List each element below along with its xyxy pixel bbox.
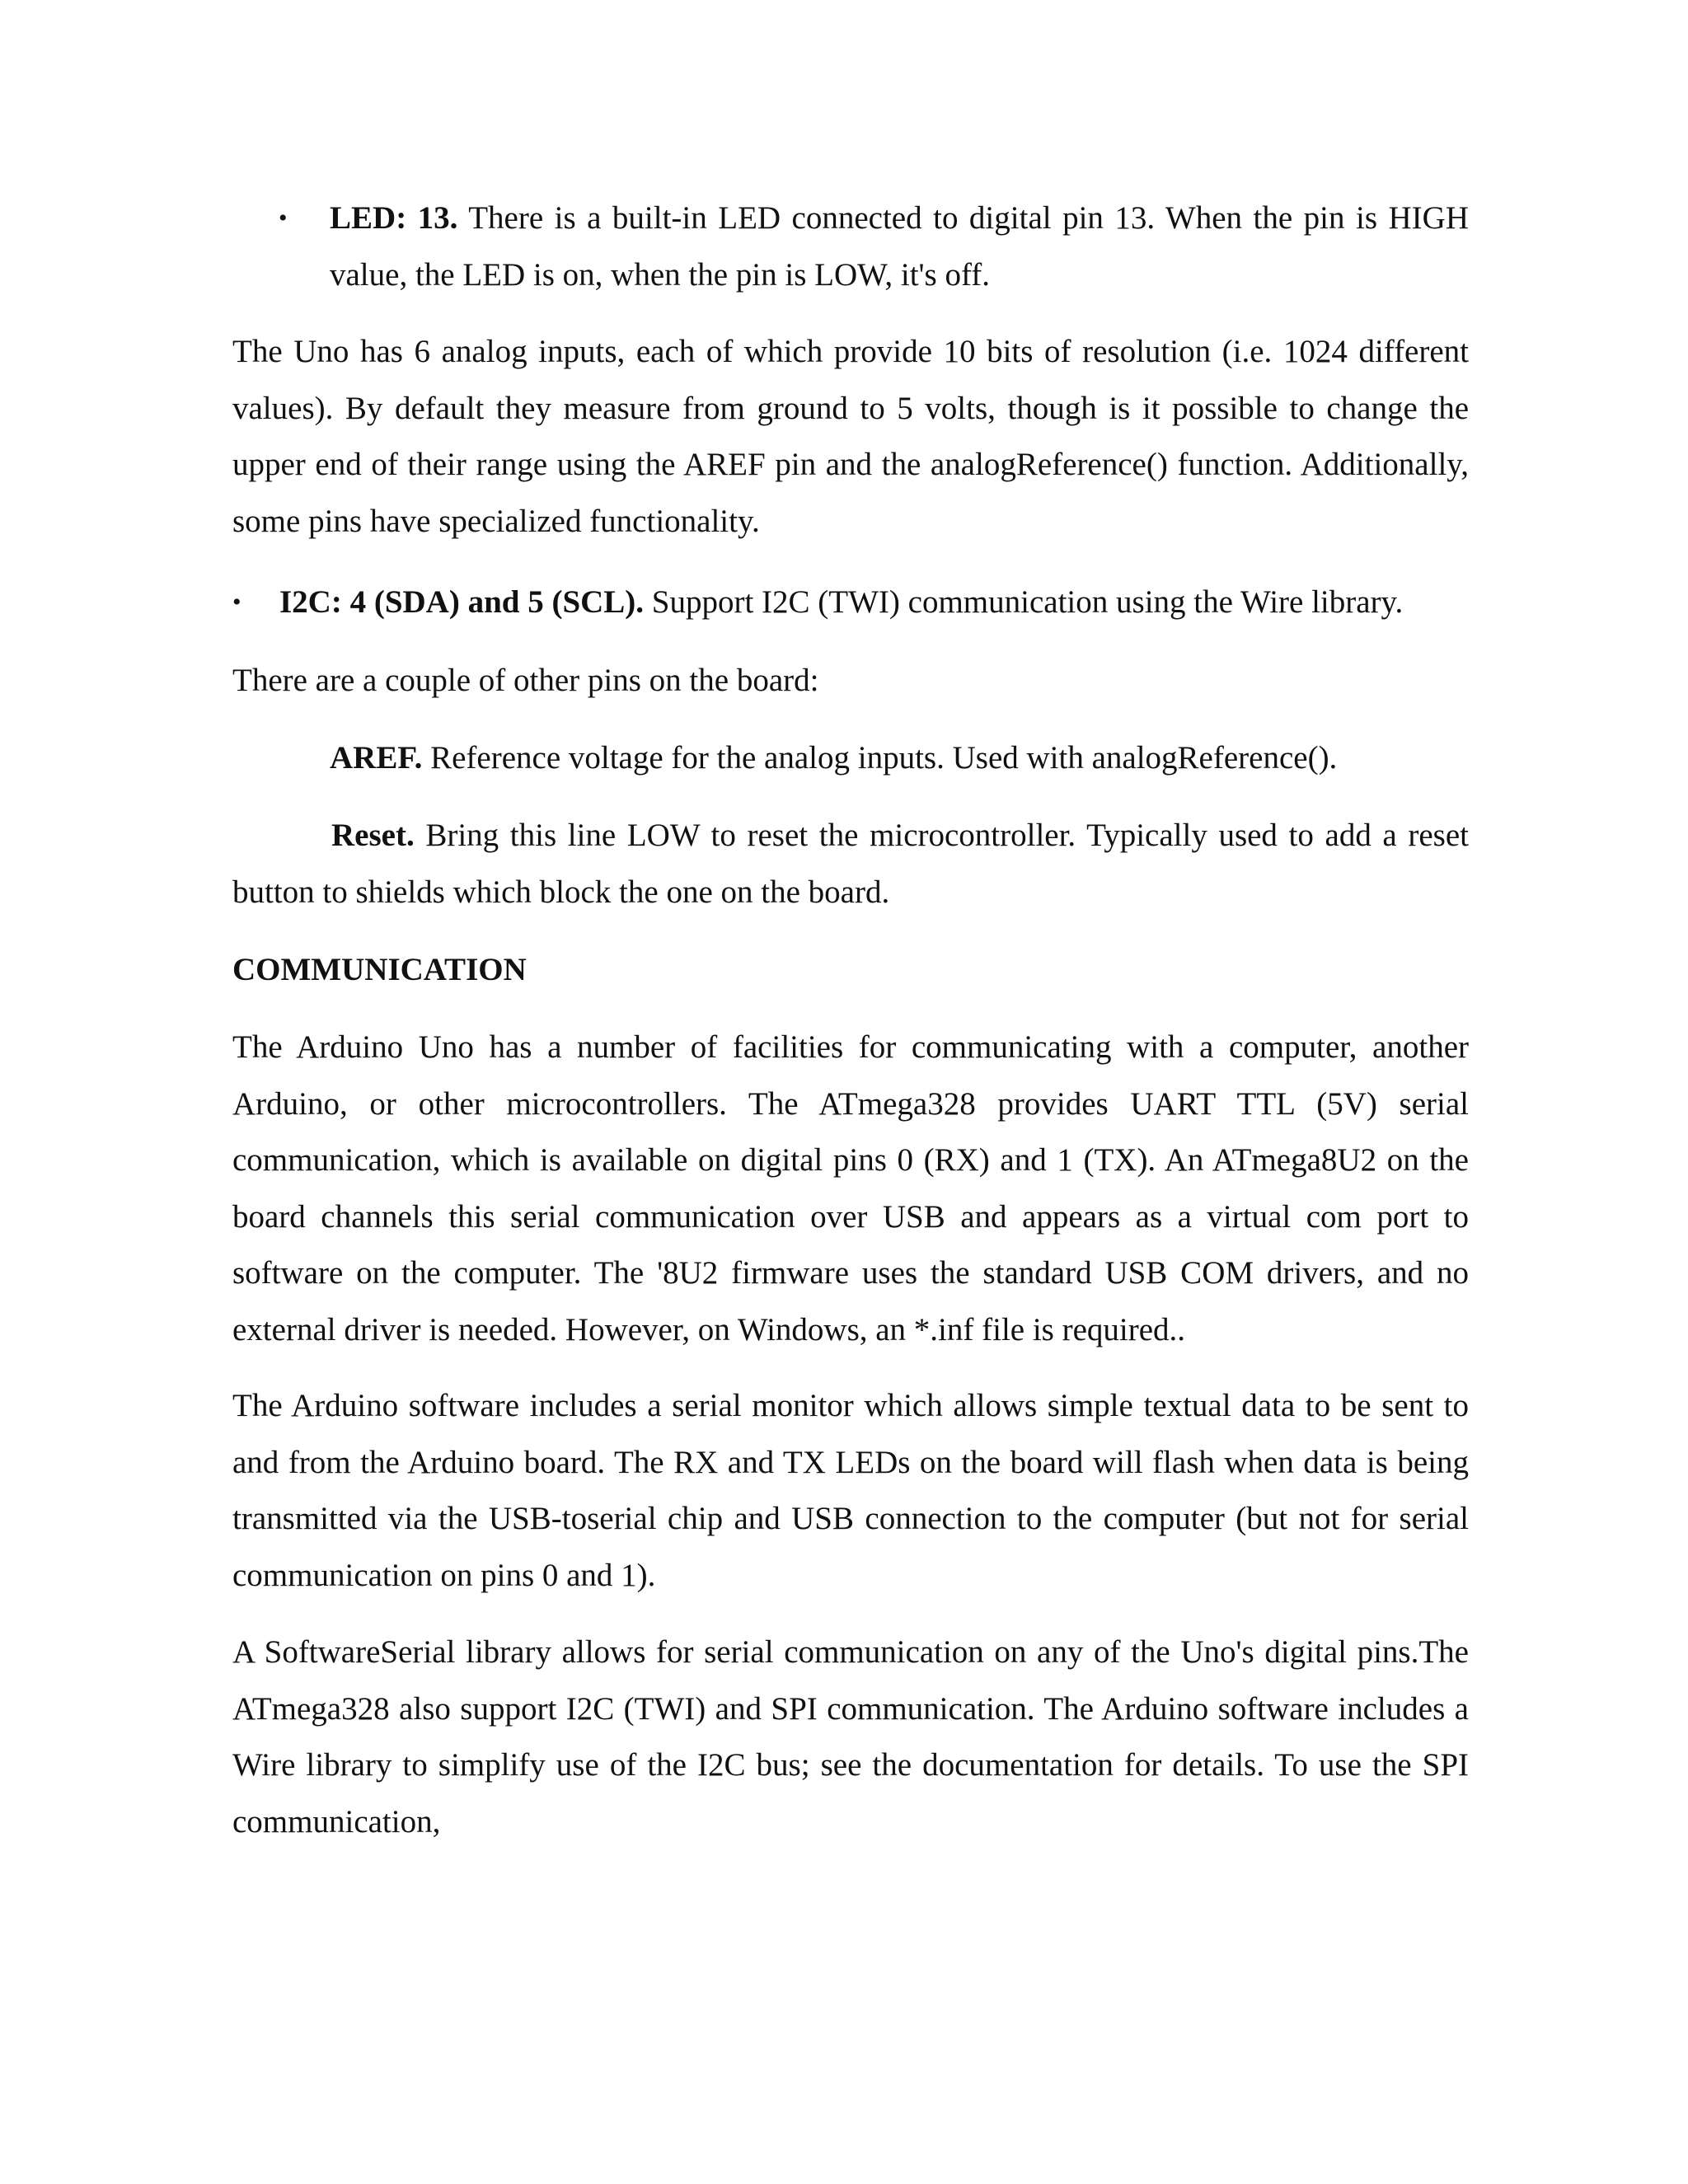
- analog-paragraph: The Uno has 6 analog inputs, each of which provide 10 bits of resolution (i.e. 1024 different values). By default they measure from ground to 5 volts, though is it possible to change the upper end of their range using the AREF pin and the analogReference() function. Additionally, some pins have specialized functionality.: [232, 334, 1469, 539]
- communication-paragraph-1: The Arduino Uno has a number of facilities for communicating with a computer, another Arduino, or other microcontrollers. The ATmega328 provides UART TTL (5V) serial communication, which is available on digital pins 0 (RX) and 1 (TX). An ATmega8U2 on the board channels this serial communication over USB and appears as a virtual com port to software on the computer. The '8U2 firmware uses the standard USB COM drivers, and no external driver is needed. However, on Windows, an *.inf file is required..: [232, 1029, 1469, 1347]
- communication-heading: COMMUNICATION: [232, 952, 527, 987]
- i2c-label: I2C: 4 (SDA) and 5 (SCL).: [279, 584, 645, 620]
- bullet-led: •: [279, 204, 288, 232]
- aref-label: AREF.: [330, 740, 423, 776]
- aref-text: Reference voltage for the analog inputs. Used with analogReference().: [422, 740, 1338, 776]
- i2c-bullet-item: [279, 574, 1469, 631]
- other-pins-paragraph: There are a couple of other pins on the board:: [232, 663, 819, 698]
- reset-paragraph: [232, 808, 1469, 921]
- communication-paragraph-3: A SoftwareSerial library allows for serial communication on any of the Uno's digital pins.The ATmega328 also support I2C (TWI) and SPI communication. The Arduino software includes a Wire library to simplify use of the I2C bus; see the documentation for details. To use the SPI communication,: [232, 1634, 1469, 1840]
- i2c-text: Support I2C (TWI) communication using the Wire library.: [644, 584, 1404, 620]
- bullet-i2c: •: [232, 588, 241, 616]
- led-label: LED: 13.: [330, 200, 458, 236]
- reset-text: Bring this line LOW to reset the microcontroller. Typically used to add a reset button to shields which block the one on the board.: [232, 818, 1469, 910]
- communication-paragraph-2: The Arduino software includes a serial monitor which allows simple textual data to be sent to and from the Arduino board. The RX and TX LEDs on the board will flash when data is being transmitted via the USB-toserial chip and USB connection to the computer (but not for serial communication on pins 0 and 1).: [232, 1388, 1469, 1593]
- aref-paragraph: [330, 730, 1469, 787]
- led-bullet-item: [330, 190, 1469, 303]
- led-text: There is a built-in LED connected to digital pin 13. When the pin is HIGH value, the LED is on, when the pin is LOW, it's off.: [330, 200, 1469, 293]
- reset-label: Reset.: [331, 818, 415, 853]
